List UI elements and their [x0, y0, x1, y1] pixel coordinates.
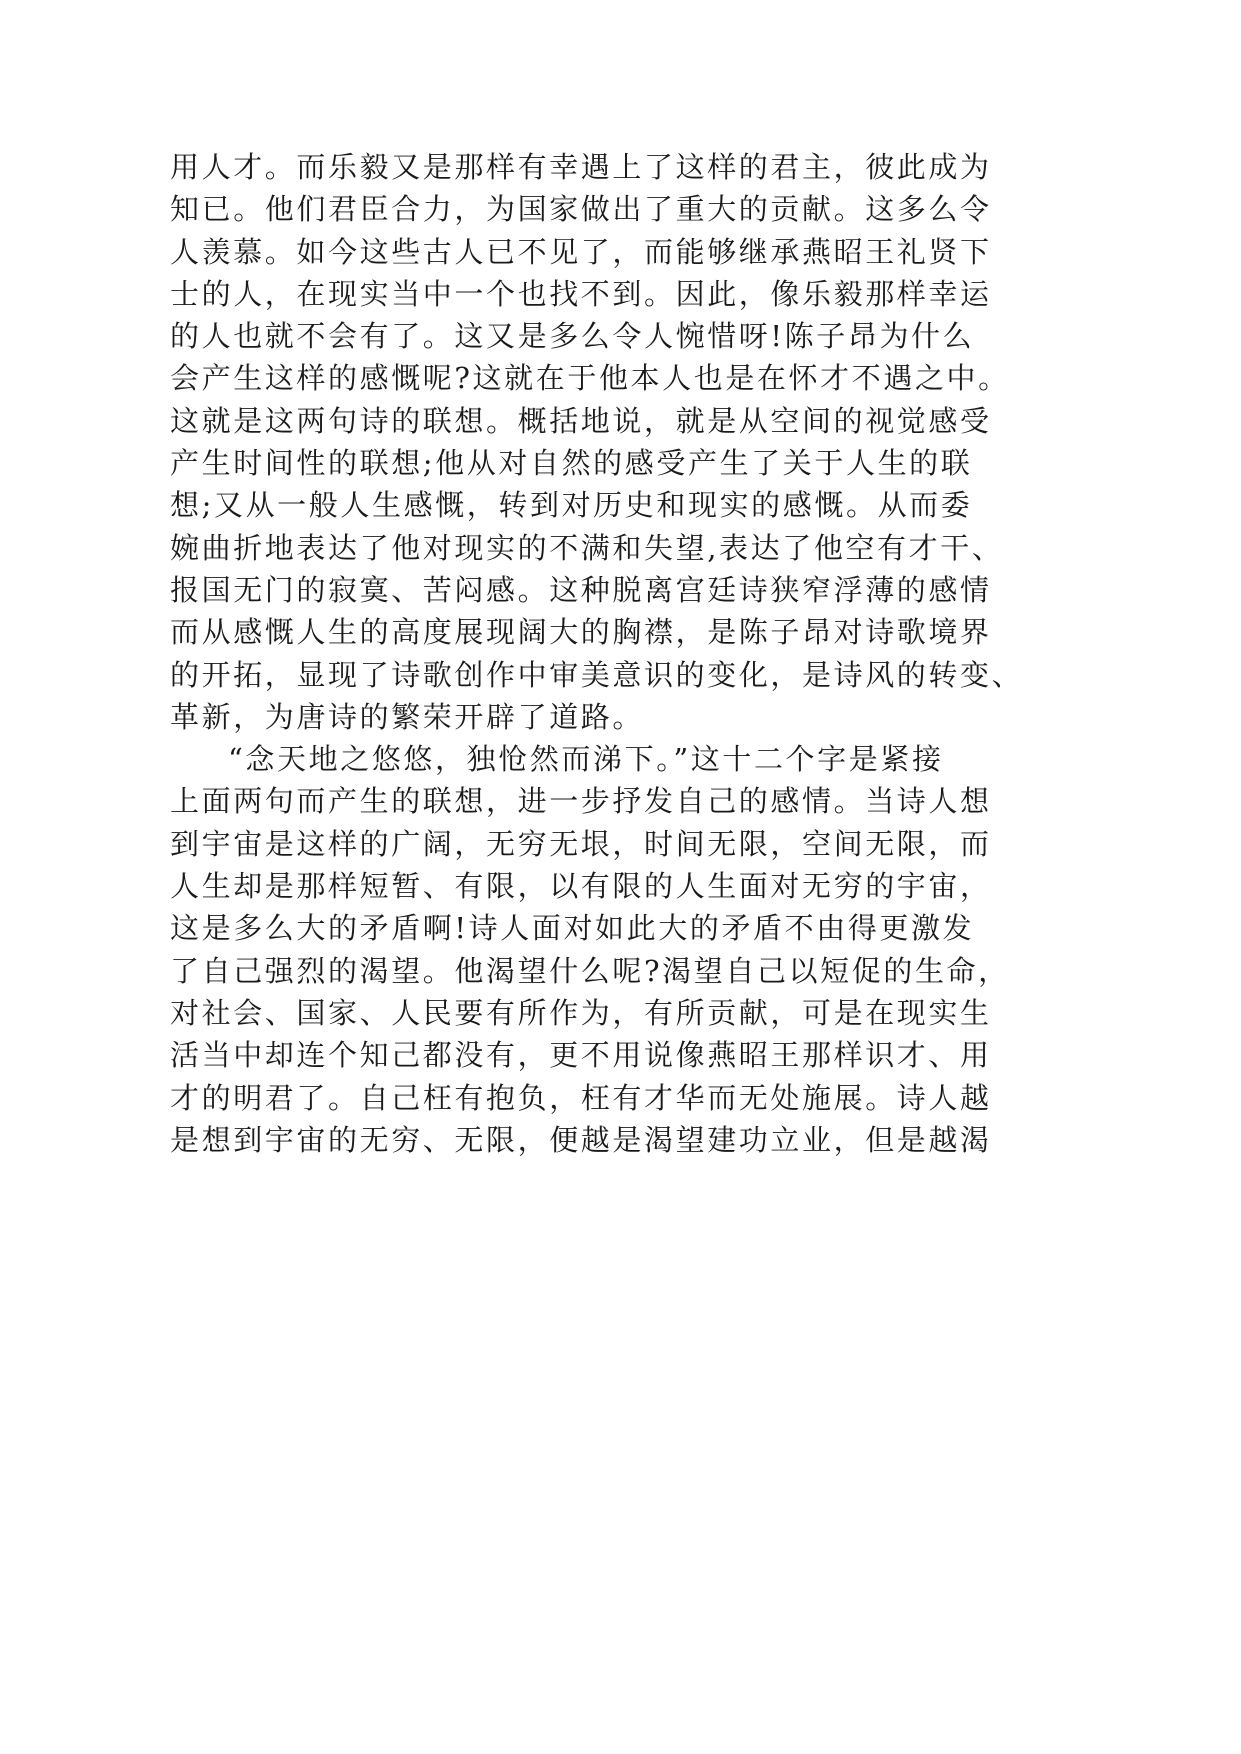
text-line: 才的明君了。自己枉有抱负，枉有才华而无处施展。诗人越	[170, 1080, 992, 1115]
text-line: 士的人，在现实当中一个也找不到。因此，像乐毅那样幸运	[170, 276, 992, 311]
text-line: 知已。他们君臣合力，为国家做出了重大的贡献。这多么令	[170, 192, 992, 227]
text-line: 对社会、国家、人民要有所作为，有所贡献，可是在现实生	[170, 995, 992, 1030]
text-line: 婉曲折地表达了他对现实的不满和失望,表达了他空有才干、	[170, 530, 1004, 565]
text-line: 而从感慨人生的高度展现阔大的胸襟，是陈子昂对诗歌境界	[170, 615, 992, 650]
text-line: 想;又从一般人生感慨，转到对历史和现实的感慨。从而委	[170, 488, 973, 523]
text-line: 人生却是那样短暂、有限，以有限的人生面对无穷的宇宙，	[170, 869, 992, 904]
text-line: 的开拓，显现了诗歌创作中审美意识的变化，是诗风的转变、	[170, 657, 1024, 692]
document-body	[170, 146, 1024, 1161]
text-line: 这是多么大的矛盾啊!诗人面对如此大的矛盾不由得更激发	[170, 911, 975, 946]
paragraph	[170, 738, 1010, 1161]
text-line: 到宇宙是这样的广阔，无穷无垠，时间无限，空间无限，而	[170, 826, 992, 861]
text-line: 上面两句而产生的联想，进一步抒发自己的感情。当诗人想	[170, 784, 992, 819]
text-line: 这就是这两句诗的联想。概括地说，就是从空间的视觉感受	[170, 403, 992, 438]
text-line: 报国无门的寂寞、苦闷感。这种脱离宫廷诗狭窄浮薄的感情	[170, 572, 992, 607]
text-line: 的人也就不会有了。这又是多么令人惋惜呀!陈子昂为什么	[170, 319, 975, 354]
text-line: 是想到宇宙的无穷、无限，便越是渴望建功立业，但是越渴	[170, 1122, 992, 1157]
text-line: 产生时间性的联想;他从对自然的感受产生了关于人生的联	[170, 446, 973, 481]
text-line: 活当中却连个知己都没有，更不用说像燕昭王那样识才、用	[170, 1038, 992, 1073]
text-line: 人羡慕。如今这些古人已不见了，而能够继承燕昭王礼贤下	[170, 234, 992, 269]
text-line: “念天地之悠悠，独怆然而涕下。”这十二个字是紧接	[228, 742, 944, 777]
text-line: 用人才。而乐毅又是那样有幸遇上了这样的君主，彼此成为	[170, 150, 992, 184]
text-line: 革新，为唐诗的繁荣开辟了道路。	[170, 699, 645, 734]
text-line: 了自己强烈的渴望。他渴望什么呢?渴望自己以短促的生命，	[170, 953, 1010, 988]
paragraph	[170, 146, 1024, 738]
text-line: 会产生这样的感慨呢?这就在于他本人也是在怀才不遇之中。	[170, 361, 1010, 396]
